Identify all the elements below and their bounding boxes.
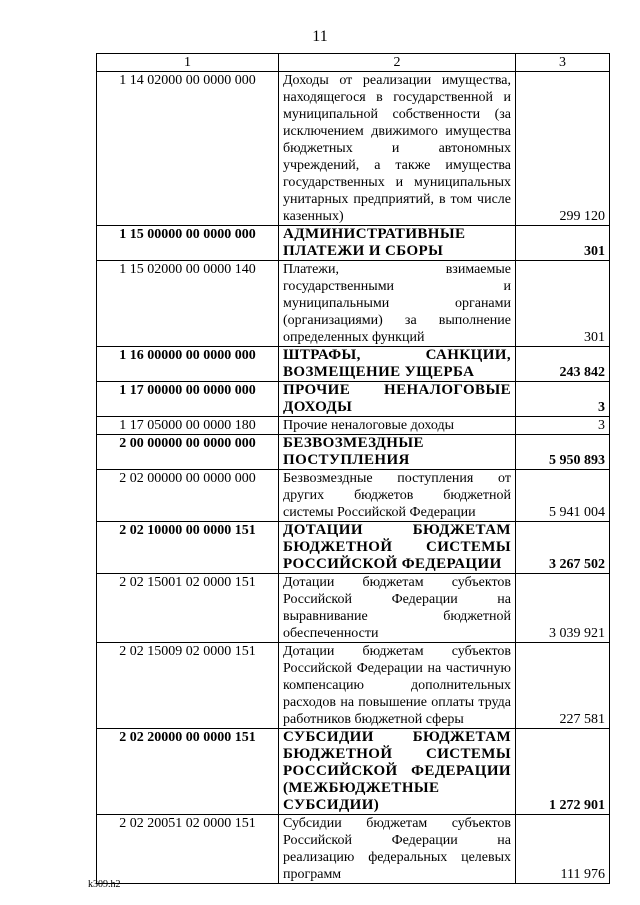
budget-code: 2 02 15009 02 0000 151: [97, 643, 279, 729]
amount: 3 039 921: [516, 574, 610, 643]
table-row: [97, 729, 610, 815]
amount: 1 272 901: [516, 729, 610, 815]
budget-code: 1 15 02000 00 0000 140: [97, 261, 279, 347]
table-row: [97, 522, 610, 574]
column-number-1: 1: [97, 54, 279, 72]
revenue-name: АДМИНИСТРАТИВНЫЕ ПЛАТЕЖИ И СБОРЫ: [279, 226, 516, 261]
column-number-row: [97, 54, 610, 72]
revenue-name: СУБСИДИИ БЮДЖЕТАМ БЮДЖЕТНОЙ СИСТЕМЫ РОССИЙСКОЙ ФЕДЕРАЦИИ (МЕЖБЮДЖЕТНЫЕ СУБСИДИИ): [279, 729, 516, 815]
revenue-name: Платежи, взимаемые государственными и муниципальными органами (организациями) за выполнение определенных функций: [279, 261, 516, 347]
budget-code: 2 02 20051 02 0000 151: [97, 815, 279, 884]
amount: 243 842: [516, 347, 610, 382]
budget-code: 1 16 00000 00 0000 000: [97, 347, 279, 382]
amount: 3 267 502: [516, 522, 610, 574]
amount: 301: [516, 261, 610, 347]
table-row: [97, 261, 610, 347]
table-row: [97, 382, 610, 417]
table-row: [97, 643, 610, 729]
table-row: [97, 72, 610, 226]
amount: 301: [516, 226, 610, 261]
column-number-3: 3: [516, 54, 610, 72]
revenue-name: Доходы от реализации имущества, находящегося в государственной и муниципальной собственности (за исключением движимого имущества бюджетных и автономных учреждений, а также имущества государственных и муниципальных унитарных предприятий, в том числе казенных): [279, 72, 516, 226]
revenue-name: Безвозмездные поступления от других бюджетов бюджетной системы Российской Федерации: [279, 470, 516, 522]
amount: 111 976: [516, 815, 610, 884]
budget-code: 1 14 02000 00 0000 000: [97, 72, 279, 226]
revenue-name: ПРОЧИЕ НЕНАЛОГОВЫЕ ДОХОДЫ: [279, 382, 516, 417]
table-row: [97, 470, 610, 522]
amount: 3: [516, 417, 610, 435]
table-row: [97, 435, 610, 470]
amount: 5 950 893: [516, 435, 610, 470]
budget-code: 1 15 00000 00 0000 000: [97, 226, 279, 261]
table-row: [97, 417, 610, 435]
column-number-2: 2: [279, 54, 516, 72]
footer-code: k309.h2: [88, 879, 121, 890]
revenue-name: Дотации бюджетам субъектов Российской Федерации на выравнивание бюджетной обеспеченности: [279, 574, 516, 643]
budget-code: 2 02 15001 02 0000 151: [97, 574, 279, 643]
table-row: [97, 347, 610, 382]
budget-code: 2 02 20000 00 0000 151: [97, 729, 279, 815]
budget-code: 1 17 00000 00 0000 000: [97, 382, 279, 417]
amount: 5 941 004: [516, 470, 610, 522]
revenue-table: [96, 53, 610, 884]
amount: 3: [516, 382, 610, 417]
revenue-name: БЕЗВОЗМЕЗДНЫЕ ПОСТУПЛЕНИЯ: [279, 435, 516, 470]
revenue-name: Субсидии бюджетам субъектов Российской Федерации на реализацию федеральных целевых программ: [279, 815, 516, 884]
amount: 227 581: [516, 643, 610, 729]
budget-code: 1 17 05000 00 0000 180: [97, 417, 279, 435]
revenue-name: Дотации бюджетам субъектов Российской Федерации на частичную компенсацию дополнительных расходов на повышение оплаты труда работников бюджетной сферы: [279, 643, 516, 729]
page-number: 11: [312, 28, 328, 45]
revenue-name: ШТРАФЫ, САНКЦИИ, ВОЗМЕЩЕНИЕ УЩЕРБА: [279, 347, 516, 382]
amount: 299 120: [516, 72, 610, 226]
table-row: [97, 574, 610, 643]
revenue-name: ДОТАЦИИ БЮДЖЕТАМ БЮДЖЕТНОЙ СИСТЕМЫ РОССИЙСКОЙ ФЕДЕРАЦИИ: [279, 522, 516, 574]
table-row: [97, 815, 610, 884]
revenue-name: Прочие неналоговые доходы: [279, 417, 516, 435]
table-row: [97, 226, 610, 261]
budget-code: 2 00 00000 00 0000 000: [97, 435, 279, 470]
budget-code: 2 02 00000 00 0000 000: [97, 470, 279, 522]
budget-code: 2 02 10000 00 0000 151: [97, 522, 279, 574]
